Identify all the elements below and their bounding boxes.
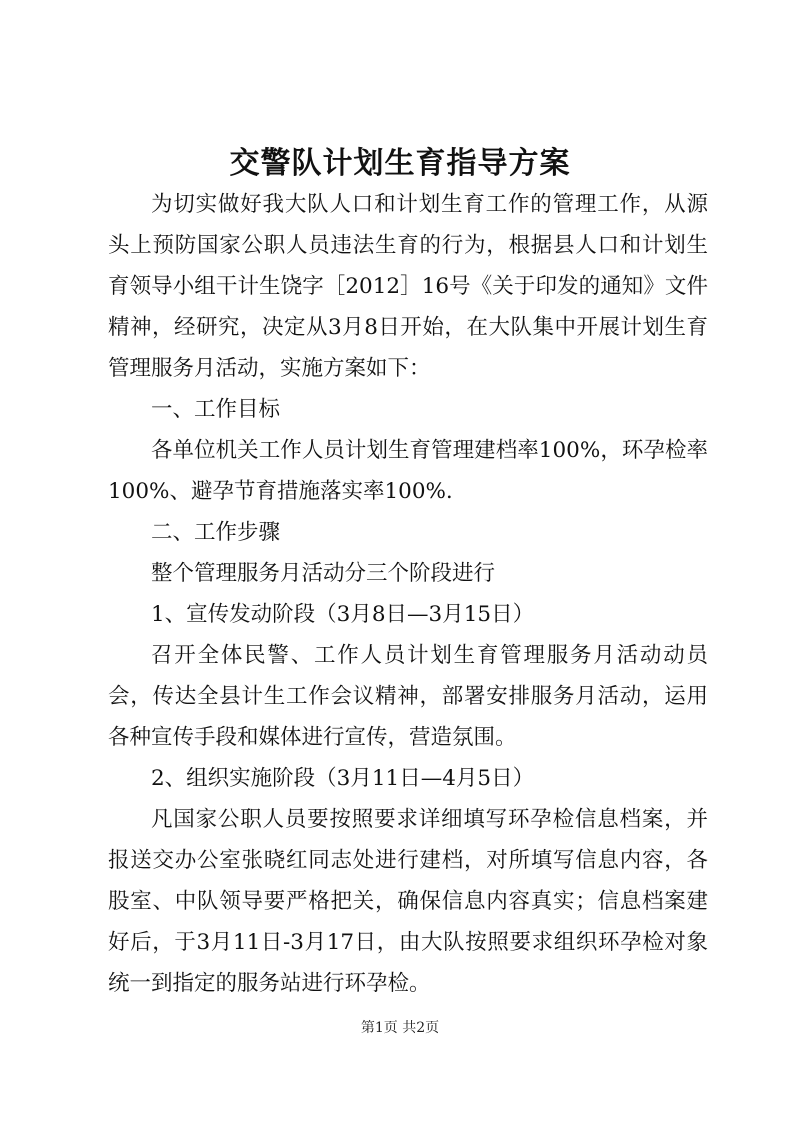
page-footer: 第1页 共2页: [360, 1020, 440, 1036]
heading-work-goal: 一、工作目标: [151, 397, 281, 422]
heading-phase-2: 2、组织实施阶段（3月11日—4月5日）: [151, 766, 535, 791]
document-body: [108, 184, 708, 1004]
heading-work-steps: 二、工作步骤: [151, 520, 281, 545]
paragraph-phase-1: 召开全体民警、工作人员计划生育管理服务月活动动员会，传达全县计生工作会议精神，部署安排服务月活动，运用各种宣传手段和媒体进行宣传，营造氛围。: [108, 643, 708, 750]
paragraph-intro: 为切实做好我大队人口和计划生育工作的管理工作，从源头上预防国家公职人员违法生育的行为，根据县人口和计划生育领导小组干计生饶字［2012］16号《关于印发的通知》文件精神，经研究，决定从3月8日开始，在大队集中开展计划生育管理服务月活动，实施方案如下：: [108, 192, 708, 381]
paragraph-phase-2: 凡国家公职人员要按照要求详细填写环孕检信息档案，并报送交办公室张晓红同志处进行建档，对所填写信息内容，各股室、中队领导要严格把关，确保信息内容真实；信息档案建好后，于3月11日-3月17日，由大队按照要求组织环孕检对象统一到指定的服务站进行环孕检。: [108, 807, 708, 996]
paragraph-work-goal: 各单位机关工作人员计划生育管理建档率100%，环孕检率100%、避孕节育措施落实率100%.: [108, 438, 708, 504]
paragraph-phases-overview: 整个管理服务月活动分三个阶段进行: [151, 561, 496, 586]
heading-phase-1: 1、宣传发动阶段（3月8日—3月15日）: [151, 602, 535, 627]
document-title: 交警队计划生育指导方案: [229, 146, 571, 181]
